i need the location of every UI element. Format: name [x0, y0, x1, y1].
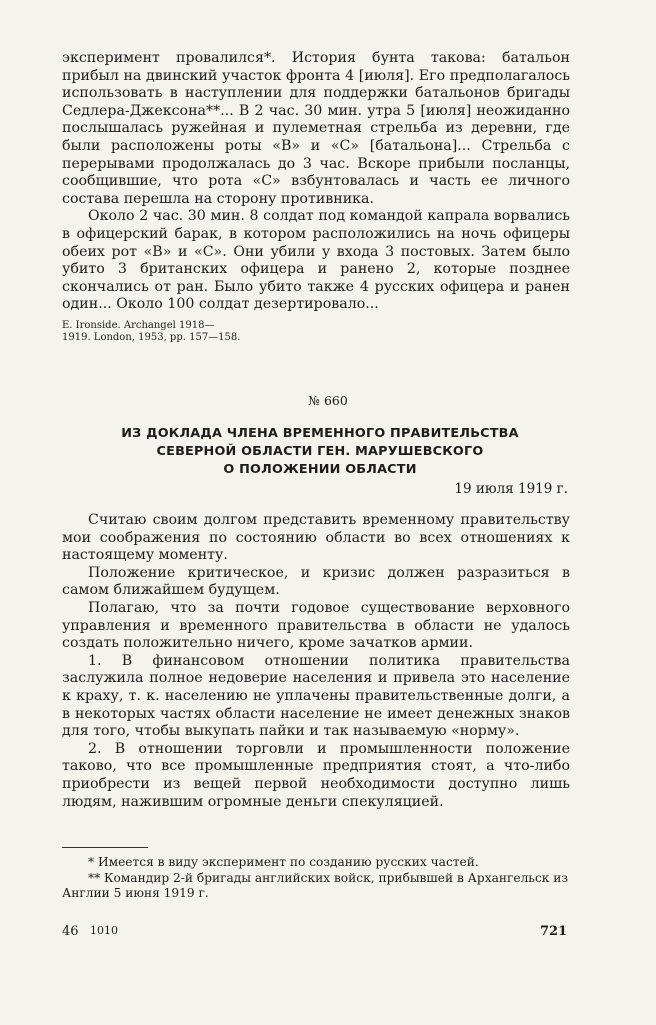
footnote: * Имеется в виду эксперимент по созданию русских частей. — [88, 855, 479, 869]
paragraph: Положение критическое, и кризис должен разразиться в самом ближайшем будущем. — [62, 564, 570, 599]
heading-line: О ПОЛОЖЕНИИ ОБЛАСТИ — [223, 462, 417, 477]
print-code: 1010 — [90, 924, 118, 937]
footnotes — [62, 855, 570, 902]
source-citation — [62, 320, 570, 345]
paragraph: 1. В финансовом отношении политика правительства заслужила полное недоверие населения и привела это население к краху, т. к. населению не уплачены правительственные долги, а в некоторых частях области население не имеет денежных знаков для того, чтобы выкупать пайки и так называемую «норму». — [62, 652, 570, 740]
signature-mark: 46 — [62, 924, 79, 939]
footnote: ** Командир 2-й бригады английских войск, прибывшей в Архангельск из Англии 5 июня 1919 г. — [62, 870, 569, 900]
heading-line: СЕВЕРНОЙ ОБЛАСТИ ГЕН. МАРУШЕВСКОГО — [156, 444, 484, 459]
footnote-divider — [62, 847, 148, 848]
paragraph: 2. В отношении торговли и промышленности положение таково, что все промышленные предприятия стоят, а что-либо приобрести из вещей первой необходимости доступно лишь людям, нажившим огромные деньги спекуляцией. — [62, 740, 570, 810]
continued-text — [62, 50, 570, 345]
heading-line: ИЗ ДОКЛАДА ЧЛЕНА ВРЕМЕННОГО ПРАВИТЕЛЬСТВА — [121, 426, 519, 441]
paragraph: эксперимент провалился*. История бунта такова: батальон прибыл на двинский участок фронта 4 [июля]. Его предполагалось использовать в наступлении для поддержки батальонов бригады Седлера-Джексона**... В 2 час. 30 мин. утра 5 [июля] неожиданно послышалась ружейная и пулеметная стрельба из деревни, где были расположены роты «В» и «С» [батальона]... Стрельба с перерывами продолжалась до 3 час. Вскоре прибыли посланцы, сообщившие, что рота «С» взбунтовалась и часть ее личного состава перешла на сторону противника. — [62, 50, 570, 207]
document-number: № 660 — [308, 393, 348, 408]
document-heading — [70, 425, 570, 479]
paragraph: Полагаю, что за почти годовое существование верховного управления и временного правительства в области не удалось создать положительно ничего, кроме зачатков армии. — [62, 599, 570, 652]
document-date: 19 июля 1919 г. — [454, 481, 568, 497]
source-line: 1919. London, 1953, pp. 157—158. — [62, 332, 241, 344]
document-body — [62, 512, 570, 811]
page-number: 721 — [540, 924, 568, 939]
source-line: E. Ironside. Archangel 1918— — [62, 319, 215, 331]
paragraph: Около 2 час. 30 мин. 8 солдат под командой капрала ворвались в офицерский барак, в котором расположились на ночь офицеры обеих рот «В» и «С». Они убили у входа 3 постовых. Затем было убито 3 британских офицера и ранено 2, которые позднее скончались от ран. Было убито также 4 русских офицера и ранен один... Около 100 солдат дезертировало... — [62, 208, 570, 313]
paragraph: Считаю своим долгом представить временному правительству мои соображения по состоянию области во всех отношениях к настоящему моменту. — [62, 512, 570, 564]
